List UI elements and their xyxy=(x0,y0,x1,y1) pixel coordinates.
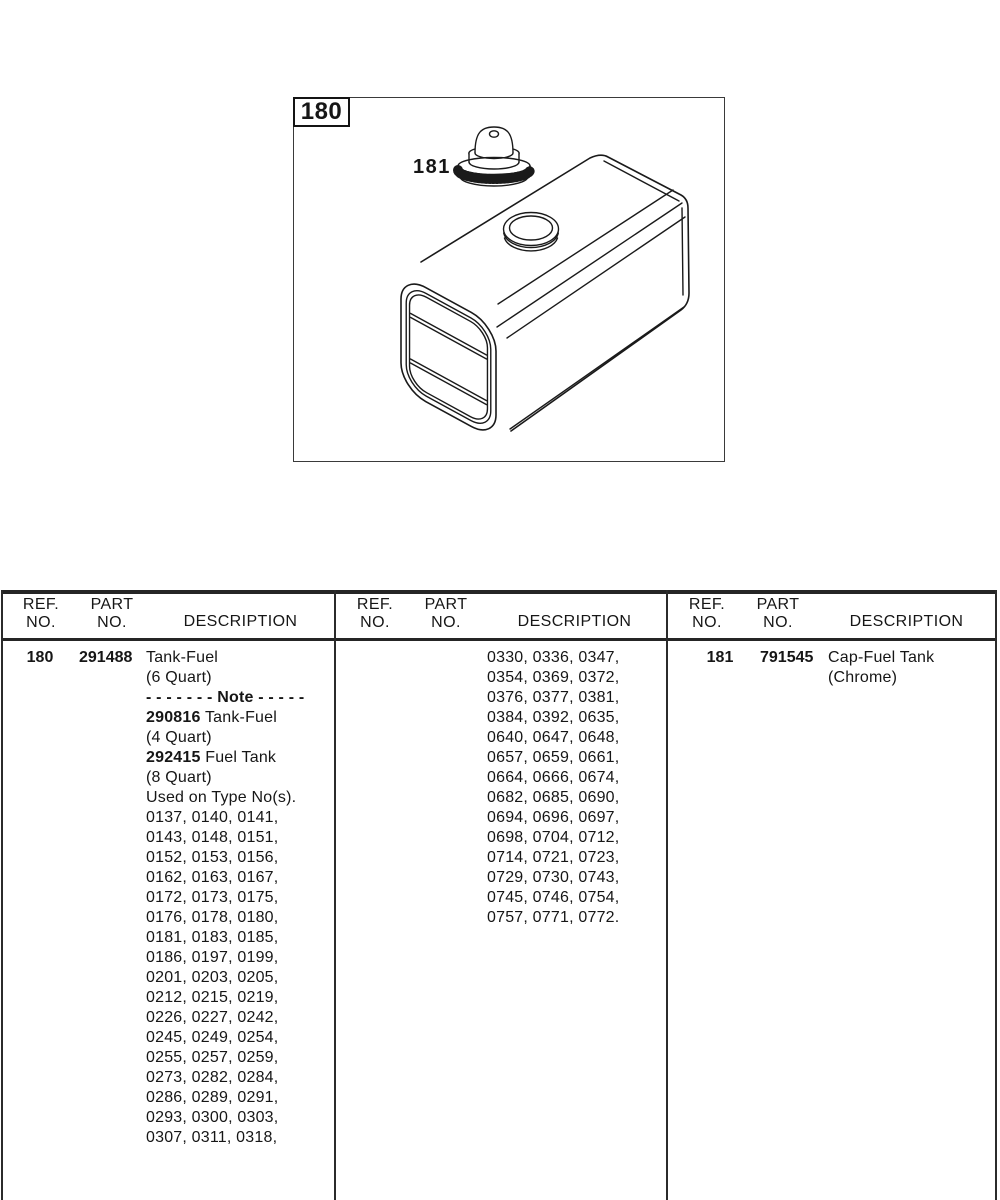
header-part-no: PART NO. xyxy=(90,596,134,631)
part-no-cell: 291488 xyxy=(79,649,133,666)
description-line: (4 Quart) xyxy=(146,729,212,746)
ref-no-cell: 180 xyxy=(26,649,54,666)
table-section xyxy=(669,590,995,1200)
ref-no-cell: 181 xyxy=(706,649,734,666)
description-line: 0664, 0666, 0674, xyxy=(487,769,620,786)
header-part-no: PART NO. xyxy=(756,596,800,631)
header-description: DESCRIPTION xyxy=(517,613,632,630)
description-line: 0729, 0730, 0743, xyxy=(487,869,620,886)
description-line: Cap-Fuel Tank xyxy=(828,649,935,666)
description-line: 0143, 0148, 0151, xyxy=(146,829,279,846)
header-ref-no: REF. NO. xyxy=(688,596,726,631)
figure-ref-box xyxy=(293,97,350,127)
description-line: 0212, 0215, 0219, xyxy=(146,989,279,1006)
description-line: 0714, 0721, 0723, xyxy=(487,849,620,866)
description-line: 0152, 0153, 0156, xyxy=(146,849,279,866)
table-section xyxy=(337,590,666,1200)
description-line: (Chrome) xyxy=(828,669,898,686)
description-line: 0245, 0249, 0254, xyxy=(146,1029,279,1046)
part-no-cell: 791545 xyxy=(760,649,814,666)
description-line: 0330, 0336, 0347, xyxy=(487,649,620,666)
description-line: 0698, 0704, 0712, xyxy=(487,829,620,846)
description-line: 0694, 0696, 0697, xyxy=(487,809,620,826)
description-line: 0273, 0282, 0284, xyxy=(146,1069,279,1086)
description-line: 0745, 0746, 0754, xyxy=(487,889,620,906)
header-ref-no: REF. NO. xyxy=(356,596,394,631)
description-line: 0186, 0197, 0199, xyxy=(146,949,279,966)
parts-table xyxy=(0,590,1000,1200)
description-cell xyxy=(828,648,934,688)
description-cell xyxy=(146,648,304,1148)
header-description: DESCRIPTION xyxy=(849,613,964,630)
fuel-tank-drawing xyxy=(401,155,689,440)
parts-diagram xyxy=(293,97,725,462)
figure-ref-label: 180 xyxy=(300,98,343,125)
description-line: 0354, 0369, 0372, xyxy=(487,669,620,686)
description-line: 0376, 0377, 0381, xyxy=(487,689,620,706)
filler-neck-drawing xyxy=(504,213,559,251)
description-line: 0255, 0257, 0259, xyxy=(146,1049,279,1066)
description-line: 0286, 0289, 0291, xyxy=(146,1089,279,1106)
description-cell xyxy=(487,648,619,928)
description-line: 0162, 0163, 0167, xyxy=(146,869,279,886)
description-line: Tank-Fuel xyxy=(146,649,219,666)
header-part-no: PART NO. xyxy=(424,596,468,631)
description-line: (6 Quart) xyxy=(146,669,212,686)
tank-end-face xyxy=(401,274,496,440)
description-line: 0201, 0203, 0205, xyxy=(146,969,279,986)
description-line: 0172, 0173, 0175, xyxy=(146,889,279,906)
header-description: DESCRIPTION xyxy=(183,613,298,630)
description-line: 0176, 0178, 0180, xyxy=(146,909,279,926)
description-line: 0384, 0392, 0635, xyxy=(487,709,620,726)
description-line: Used on Type No(s). xyxy=(146,789,297,806)
header-ref-no: REF. NO. xyxy=(22,596,60,631)
description-line: 0137, 0140, 0141, xyxy=(146,809,279,826)
description-line: 0226, 0227, 0242, xyxy=(146,1009,279,1026)
fuel-tank-illustration xyxy=(294,98,724,459)
description-line: 0640, 0647, 0648, xyxy=(487,729,620,746)
description-line: 292415 Fuel Tank xyxy=(146,749,277,766)
column-divider xyxy=(666,590,668,1200)
table-border-right xyxy=(995,590,997,1200)
description-line: 0181, 0183, 0185, xyxy=(146,929,279,946)
description-line: 0757, 0771, 0772. xyxy=(487,909,620,926)
description-line: - - - - - - - Note - - - - - xyxy=(146,689,305,706)
description-line: 0657, 0659, 0661, xyxy=(487,749,620,766)
description-line: 290816 Tank-Fuel xyxy=(146,709,277,726)
table-section xyxy=(3,590,334,1200)
description-line: 0307, 0311, 0318, xyxy=(146,1129,278,1146)
description-line: 0293, 0300, 0303, xyxy=(146,1109,279,1126)
callout-181-label: 181 xyxy=(413,156,451,178)
description-line: (8 Quart) xyxy=(146,769,212,786)
fuel-cap-drawing xyxy=(458,127,530,186)
description-line: 0682, 0685, 0690, xyxy=(487,789,620,806)
column-divider xyxy=(334,590,336,1200)
